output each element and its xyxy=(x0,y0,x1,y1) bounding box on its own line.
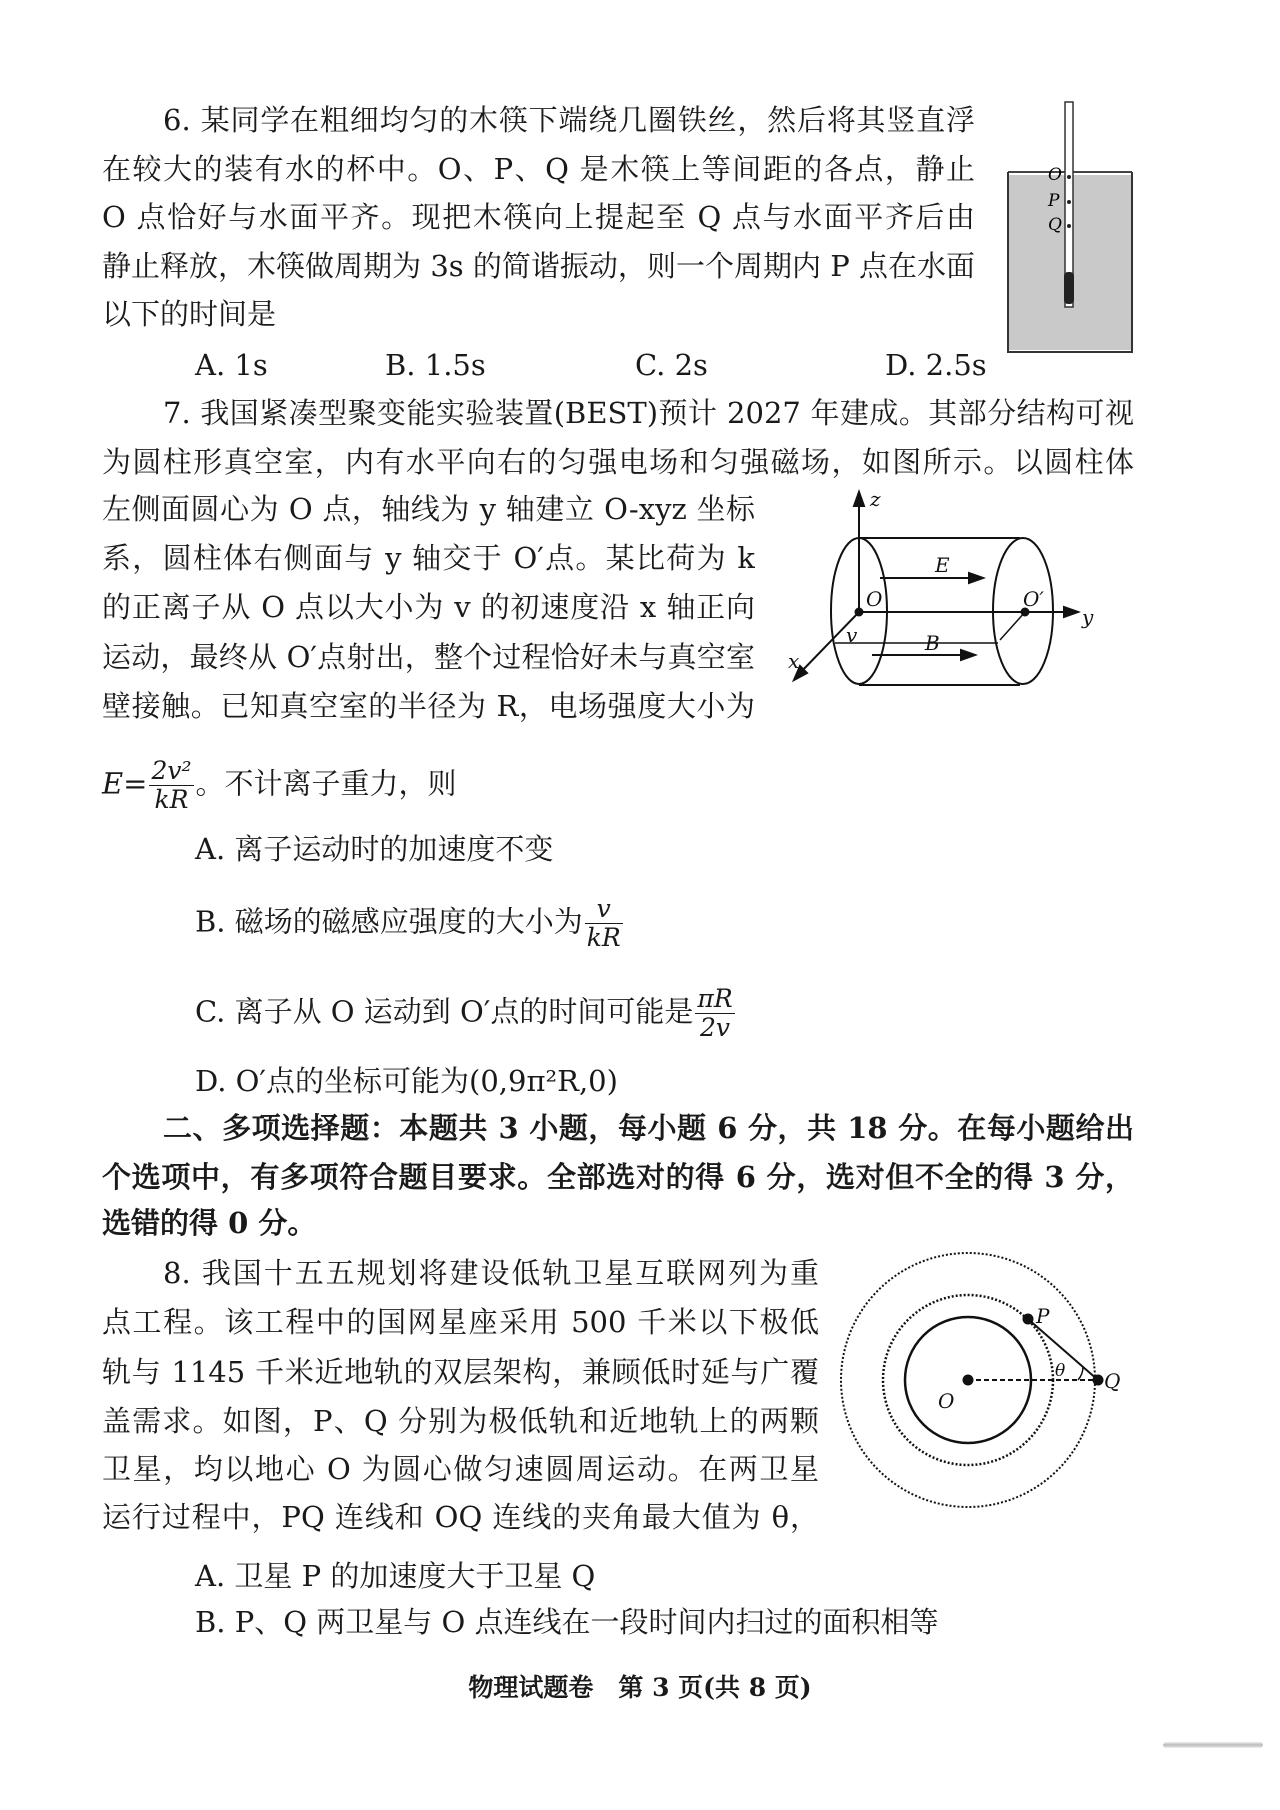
q8-line-4: 盖需求。如图，P、Q 分别为极低轨和近地轨上的两颗 xyxy=(102,1404,819,1438)
q7-formula-line xyxy=(102,757,457,814)
q6-line-1: 6. 某同学在粗细均匀的木筷下端绕几圈铁丝，然后将其竖直浮 xyxy=(163,103,975,137)
fraction-denominator: kR xyxy=(586,923,621,952)
q7-label-x: x xyxy=(788,649,800,673)
q7-line-1: 7. 我国紧凑型聚变能实验装置(BEST)预计 2027 年建成。其部分结构可视 xyxy=(163,396,1134,430)
section2-line-2: 个选项中，有多项符合题目要求。全部选对的得 6 分，选对但不全的得 3 分， xyxy=(102,1160,1134,1194)
q7-line-6: 运动，最终从 O′点射出，整个过程恰好未与真空室 xyxy=(102,640,755,674)
q6-label-p: P xyxy=(1048,191,1060,211)
q8-option-b: B. P、Q 两卫星与 O 点连线在一段时间内扫过的面积相等 xyxy=(195,1605,939,1639)
q7-option-c xyxy=(195,985,737,1042)
option-text: B. 磁场的磁感应强度的大小为 xyxy=(195,904,583,939)
fraction xyxy=(585,895,623,952)
q8-label-p: P xyxy=(1036,1304,1050,1328)
page-footer: 物理试题卷 第 3 页(共 8 页) xyxy=(468,1673,812,1702)
q7-label-z: z xyxy=(870,487,881,511)
q8-line-5: 卫星，均以地心 O 为圆心做匀速圆周运动。在两卫星 xyxy=(102,1452,819,1486)
q7-option-d: D. O′点的坐标可能为(0,9π²R,0) xyxy=(195,1064,618,1098)
q7-label-o-prime: O′ xyxy=(1023,587,1044,611)
q6-beaker-figure xyxy=(1000,100,1140,360)
section2-line-1: 二、多项选择题：本题共 3 小题，每小题 6 分，共 18 分。在每小题给出 xyxy=(163,1111,1134,1145)
q8-orbit-figure xyxy=(820,1230,1140,1530)
q7-label-o: O xyxy=(866,587,883,611)
q8-line-1: 8. 我国十五五规划将建设低轨卫星互联网列为重 xyxy=(163,1256,819,1290)
fraction-numerator: 2v² xyxy=(151,756,192,785)
formula-lhs: E= xyxy=(102,766,148,801)
q8-label-q: Q xyxy=(1104,1369,1121,1393)
q7-line-2: 为圆柱形真空室，内有水平向右的匀强电场和匀强磁场，如图所示。以圆柱体 xyxy=(102,445,1134,479)
q8-line-3: 轨与 1145 千米近地轨的双层架构，兼顾低时延与广覆 xyxy=(102,1355,819,1389)
q7-option-a: A. 离子运动时的加速度不变 xyxy=(195,832,554,866)
q6-label-q: Q xyxy=(1048,215,1062,235)
q8-line-2: 点工程。该工程中的国网星座采用 500 千米以下极低 xyxy=(102,1305,819,1339)
q6-line-4: 静止释放，木筷做周期为 3s 的简谐振动，则一个周期内 P 点在水面 xyxy=(102,249,975,283)
fraction-denominator: kR xyxy=(154,785,189,814)
section2-line-3: 选错的得 0 分。 xyxy=(102,1206,317,1240)
q6-line-3: O 点恰好与水面平齐。现把木筷向上提起至 Q 点与水面平齐后由 xyxy=(102,200,975,234)
fraction xyxy=(149,757,193,814)
q7-line-5: 的正离子从 O 点以大小为 v 的初速度沿 x 轴正向 xyxy=(102,590,755,624)
q6-option-a: A. 1s xyxy=(195,348,268,382)
q6-label-o: O xyxy=(1048,165,1062,185)
fraction xyxy=(695,985,734,1042)
fraction-numerator: πR xyxy=(697,984,733,1013)
q8-label-theta: θ xyxy=(1055,1361,1066,1381)
fraction-numerator: v xyxy=(585,895,623,924)
q7-label-y: y xyxy=(1082,605,1094,629)
formula-rest: 。不计离子重力，则 xyxy=(195,766,457,801)
q6-option-d: D. 2.5s xyxy=(885,348,987,382)
q7-label-b: B xyxy=(925,631,940,655)
q7-cylinder-figure xyxy=(780,480,1160,700)
q7-option-b xyxy=(195,895,625,952)
horizontal-scrollbar[interactable] xyxy=(1163,1742,1263,1748)
q7-label-e: E xyxy=(935,553,950,577)
q7-line-3: 左侧面圆心为 O 点，轴线为 y 轴建立 O-xyz 坐标 xyxy=(102,492,755,526)
q6-option-b: B. 1.5s xyxy=(385,348,486,382)
q8-label-o: O xyxy=(938,1389,955,1413)
fraction-denominator: 2v xyxy=(700,1013,731,1042)
q6-line-2: 在较大的装有水的杯中。O、P、Q 是木筷上等间距的各点，静止 xyxy=(102,152,975,186)
q6-option-c: C. 2s xyxy=(635,348,708,382)
q7-label-v: v xyxy=(846,623,858,647)
option-text: C. 离子从 O 运动到 O′点的时间可能是 xyxy=(195,994,694,1029)
q8-line-6: 运行过程中，PQ 连线和 OQ 连线的夹角最大值为 θ， xyxy=(102,1500,819,1534)
q7-line-7: 壁接触。已知真空室的半径为 R，电场强度大小为 xyxy=(102,689,755,723)
q6-line-5: 以下的时间是 xyxy=(102,297,277,331)
q8-option-a: A. 卫星 P 的加速度大于卫星 Q xyxy=(195,1559,596,1593)
q7-line-4: 系，圆柱体右侧面与 y 轴交于 O′点。某比荷为 k xyxy=(102,541,755,575)
